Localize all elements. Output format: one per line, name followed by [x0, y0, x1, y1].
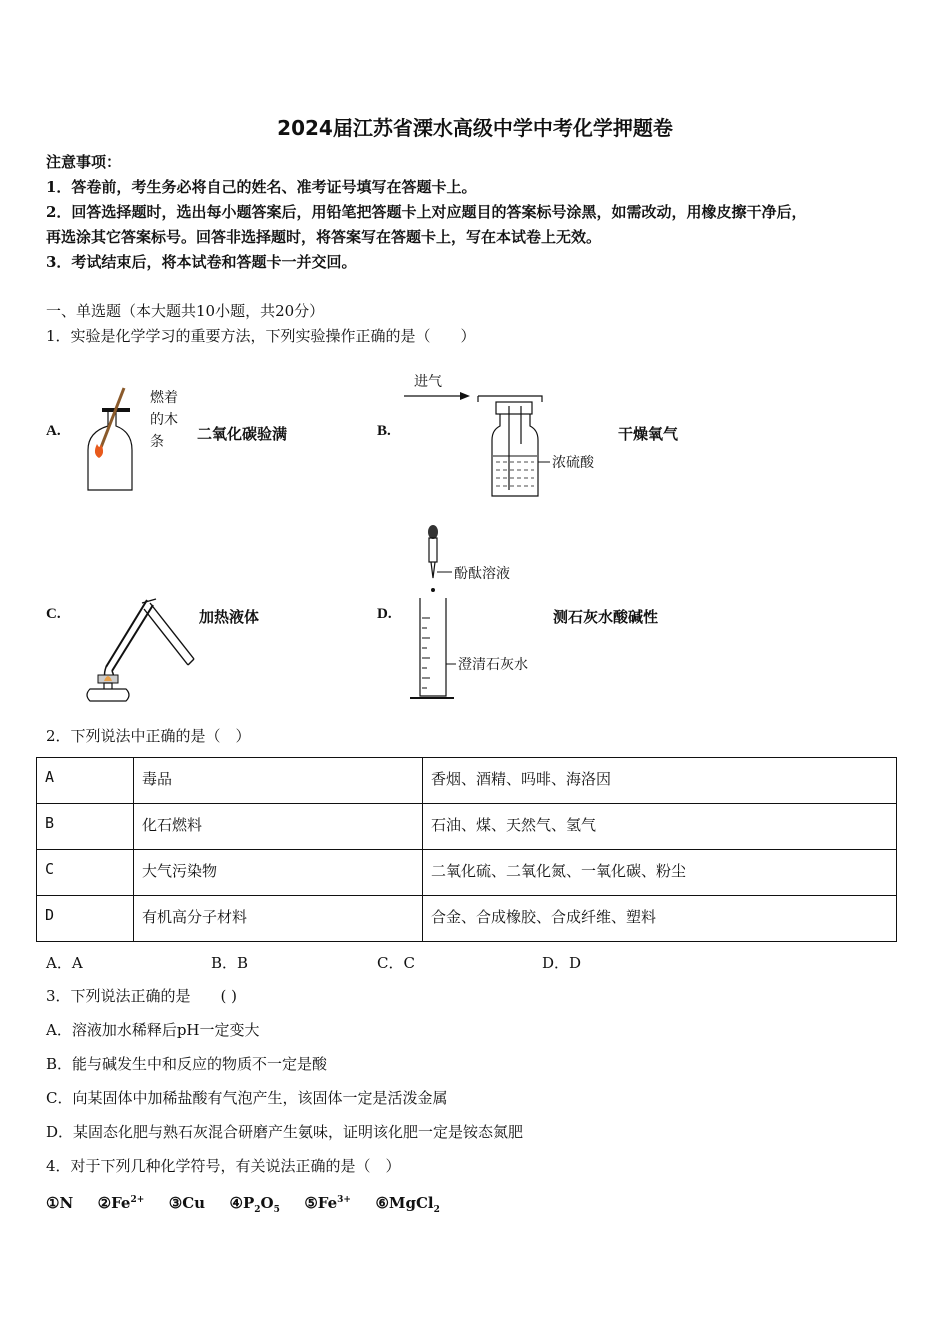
fig-label: 浓硫酸: [552, 455, 594, 471]
page-title: 2024届江苏省溧水高级中学中考化学押题卷: [277, 116, 673, 140]
question-3-stem: 3．下列说法正确的是 ( ): [46, 987, 238, 1005]
table-row: [37, 896, 897, 942]
option-b-caption: 干燥氧气: [618, 425, 679, 443]
symbol-item: $⑤Fe^{3+}$: [304, 1194, 351, 1212]
question-2-stem: 2．下列说法中正确的是（ ）: [46, 727, 251, 745]
option-a-caption: 二氧化碳验满: [197, 425, 288, 443]
table-cell: A: [37, 758, 134, 804]
option-c-caption: 加热液体: [199, 608, 260, 626]
symbol-item: ①N: [46, 1194, 74, 1212]
fig-label: 澄清石灰水: [458, 657, 528, 673]
gas-drying-figure: [400, 366, 630, 502]
fig-label: 的木: [150, 412, 178, 428]
acidity-test-figure: [404, 522, 564, 706]
table-cell: 化石燃料: [134, 804, 423, 850]
table-row: [37, 804, 897, 850]
notice-heading: 注意事项：: [46, 153, 122, 171]
q3-option: A．溶液加水稀释后pH一定变大: [46, 1021, 260, 1039]
table-cell: 毒品: [134, 758, 423, 804]
symbol-item: ③Cu: [168, 1194, 206, 1212]
symbol-item: $④P_2O_5$: [229, 1194, 280, 1215]
fig-label: 条: [150, 434, 164, 450]
q3-option: B．能与碱发生中和反应的物质不一定是酸: [46, 1055, 328, 1073]
table-cell: B: [37, 804, 134, 850]
table-cell: 有机高分子材料: [134, 896, 423, 942]
symbol-item: $②Fe^{2+}$: [97, 1194, 145, 1212]
table-row: [37, 850, 897, 896]
table-cell: 合金、合成橡胶、合成纤维、塑料: [423, 896, 897, 942]
option-d-label: D.: [377, 606, 392, 622]
notice-item: 1．答卷前，考生务必将自己的姓名、准考证号填写在答题卡上。: [46, 178, 477, 196]
option-b-label: B.: [377, 423, 391, 439]
notice-item: 2．回答选择题时，选出每小题答案后，用铅笔把答题卡上对应题目的答案标号涂黑，如需改动，用橡皮擦干净后，: [46, 203, 807, 221]
fig-label: 酚酞溶液: [454, 566, 510, 582]
notice-item: 再选涂其它答案标号。回答非选择题时，将答案写在答题卡上，写在本试卷上无效。: [46, 228, 602, 246]
co2-test-figure: [80, 380, 200, 500]
option-d-caption: 测石灰水酸碱性: [553, 608, 659, 626]
heating-liquid-figure: [76, 595, 196, 707]
chemical-symbols: [46, 1188, 440, 1222]
question-1-stem: 1．实验是化学学习的重要方法，下列实验操作正确的是（ ）: [46, 327, 476, 345]
symbol-item: ⑥MgCl$_2$: [375, 1194, 440, 1215]
fig-label: 进气: [414, 374, 442, 390]
table-cell: 大气污染物: [134, 850, 423, 896]
section-heading: 一、单选题（本大题共10小题，共20分）: [46, 302, 325, 320]
option-c-label: C.: [46, 606, 61, 622]
choice-a: A．A: [46, 954, 83, 972]
table-row: [37, 758, 897, 804]
table-cell: 二氧化硫、二氧化氮、一氧化碳、粉尘: [423, 850, 897, 896]
choice-b: B．B: [211, 954, 249, 972]
table-cell: 石油、煤、天然气、氢气: [423, 804, 897, 850]
table-cell: D: [37, 896, 134, 942]
q3-option: C．向某固体中加稀盐酸有气泡产生，该固体一定是活泼金属: [46, 1089, 448, 1107]
fig-label: 燃着: [150, 390, 178, 406]
q3-option: D．某固态化肥与熟石灰混合研磨产生氨味，证明该化肥一定是铵态氮肥: [46, 1123, 524, 1141]
question-4-stem: 4．对于下列几种化学符号，有关说法正确的是（ ）: [46, 1157, 401, 1175]
notice-item: 3．考试结束后，将本试卷和答题卡一并交回。: [46, 253, 357, 271]
option-a-label: A.: [46, 423, 61, 439]
table-cell: C: [37, 850, 134, 896]
table-cell: 香烟、酒精、吗啡、海洛因: [423, 758, 897, 804]
choice-d: D．D: [542, 954, 582, 972]
question-2-table: [36, 757, 897, 942]
choice-c: C．C: [377, 954, 415, 972]
